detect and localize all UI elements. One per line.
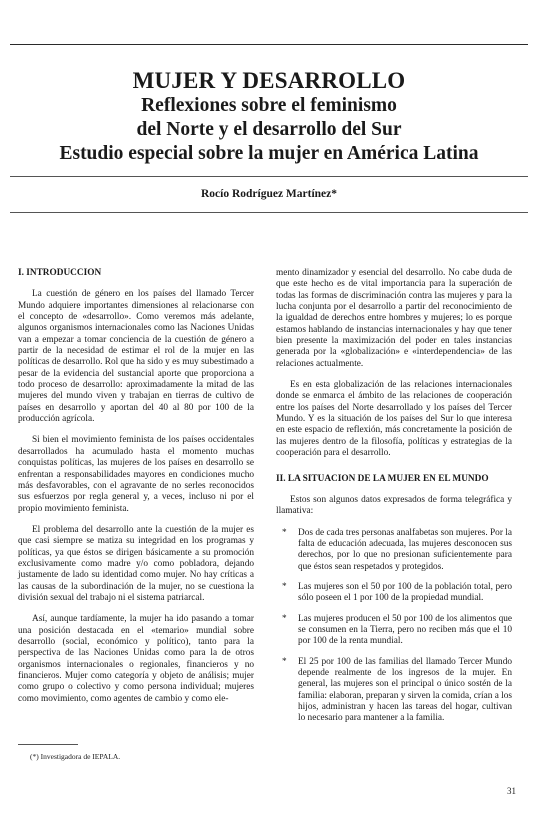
footnote: (*) Investigadora de IEPALA.: [30, 752, 121, 761]
subtitle-line-2: del Norte y el desarrollo del Sur: [136, 119, 402, 140]
list-item: [276, 614, 512, 648]
list-item: [276, 528, 512, 573]
subtitle-line-3: Estudio especial sobre la mujer en América Latina: [59, 143, 479, 164]
data-bullet-list: [276, 528, 512, 725]
title-rule: [10, 176, 528, 177]
author-name: Rocío Rodríguez Martínez*: [200, 188, 338, 200]
top-rule: [10, 44, 528, 45]
right-column: [276, 268, 512, 734]
list-item: [276, 582, 512, 605]
bullet-icon: *: [282, 527, 287, 538]
list-item: [276, 657, 512, 725]
section-heading-introduccion: I. INTRODUCCION: [18, 268, 102, 278]
paragraph: La cuestión de género en los países del llamado Tercer Mundo adquiere importantes dimensiones al relacionarse con el concepto de «desarrollo». Como veremos más adelante, algunos organismos internacionales como las Naciones Unidas van a empezar a tomar conciencia de la cuestión de género a partir de la necesidad de estimar el rol de la mujer en las políticas de desarrollo. Rol que ha sido y es muy subestimado a pesar de la evidencia del sustancial aporte que proporciona a todo proceso de desarrollo: aproximadamente la mitad de las mujeres del mundo viven y trabajan en tierras de cultivo de países en desarrollo y aportan del 40 al 80 por 100 de la producción agrícola.: [18, 289, 254, 425]
list-item-text: Dos de cada tres personas analfabetas son mujeres. Por la falta de educación adecuada, las mujeres desconocen sus derechos, por lo que no presionan suficientemente para que éstos sean respetados y protegidos.: [298, 527, 512, 572]
left-column: [18, 268, 254, 715]
list-item-text: Las mujeres son el 50 por 100 de la población total, pero sólo poseen el 1 por 100 de la propiedad mundial.: [298, 581, 512, 604]
article-title: MUJER Y DESARROLLO: [132, 68, 406, 93]
title-block: [10, 68, 528, 166]
paragraph: mento dinamizador y esencial del desarrollo. No cabe duda de que este hecho es de vital importancia para la superación de todas las formas de discriminación contra las mujeres y para la lucha conjunta por el desarrollo a partir del reconocimiento de la igualdad de derechos entre hombres y mujeres; lo es porque estamos hablando de instancias internacionales y hay que tener bien presente la maximización del poder en tales instancias generada por la «globalización» e «interdependencia» de las relaciones actualmente.: [276, 268, 512, 369]
section-heading-situacion: II. LA SITUACION DE LA MUJER EN EL MUNDO: [276, 473, 489, 484]
bullet-icon: *: [282, 581, 287, 592]
paragraph: Así, aunque tardíamente, la mujer ha ido pasando a tomar una posición destacada en el «temario» mundial sobre desarrollo (social, económico y político), tanto para la perspectiva de las Naciones Unidas como para la de otros organismos internacionales o regionales, financieros y no financieros. Mujer como categoría y objeto de análisis; mujer como grupo o colectivo y como persona individual; mujeres como movimiento, como agentes de cambio y como ele-: [18, 614, 254, 704]
author-rule: [10, 212, 528, 213]
paragraph: El problema del desarrollo ante la cuestión de la mujer es que casi siempre se matiza su integridad en los programas y políticas, ya que éstos se dirigen básicamente a su promoción exclusivamente como madre y/o como pobladora, dejando justamente de lado su identidad como mujer. No hay críticas a las causas de la subordinación de la mujer, no se cuestiona la división sexual del trabajo ni el sistema patriarcal.: [18, 524, 254, 603]
paragraph: Si bien el movimiento feminista de los países occidentales desarrollados ha acumulado hasta el momento muchas conquistas políticas, las mujeres de los países en desarrollo se enfrentan a responsabilidades mayores en condiciones mucho más desfavorables, con el agravante de no serles reconocidos sus esfuerzos por regla general y, a veces, incluso ni por el propio movimiento feminista.: [18, 435, 254, 514]
list-item-text: El 25 por 100 de las familias del llamado Tercer Mundo depende realmente de los ingresos de la mujer. En general, las mujeres son el principal o único sostén de la familia: elaboran, preparan y sirven la comida, crían a los hijos, administran y hacen las tareas del hogar, cultivan lo necesario para mantener a la familia.: [298, 656, 512, 724]
subtitle-line-1: Reflexiones sobre el feminismo: [141, 95, 397, 116]
footnote-rule: [18, 744, 78, 745]
paragraph: Es en esta globalización de las relaciones internacionales donde se enmarca el ámbito de las relaciones de cooperación entre los países del Norte desarrollado y los países del Tercer Mundo. Y es la situación de los países del Sur lo que interesa en este espacio de reflexión, más concretamente la posición de las mujeres dentro de la filosofía, políticas y estrategias de la cooperación para el desarrollo.: [276, 380, 512, 459]
list-item-text: Las mujeres producen el 50 por 100 de los alimentos que se consumen en la Tierra, pero no reciben más que el 10 por 100 de la renta mundial.: [298, 613, 512, 647]
page-number: 31: [507, 786, 516, 796]
bullet-icon: *: [282, 656, 287, 667]
bullet-icon: *: [282, 613, 287, 624]
paragraph-intro: Estos son algunos datos expresados de forma telegráfica y llamativa:: [276, 494, 512, 517]
